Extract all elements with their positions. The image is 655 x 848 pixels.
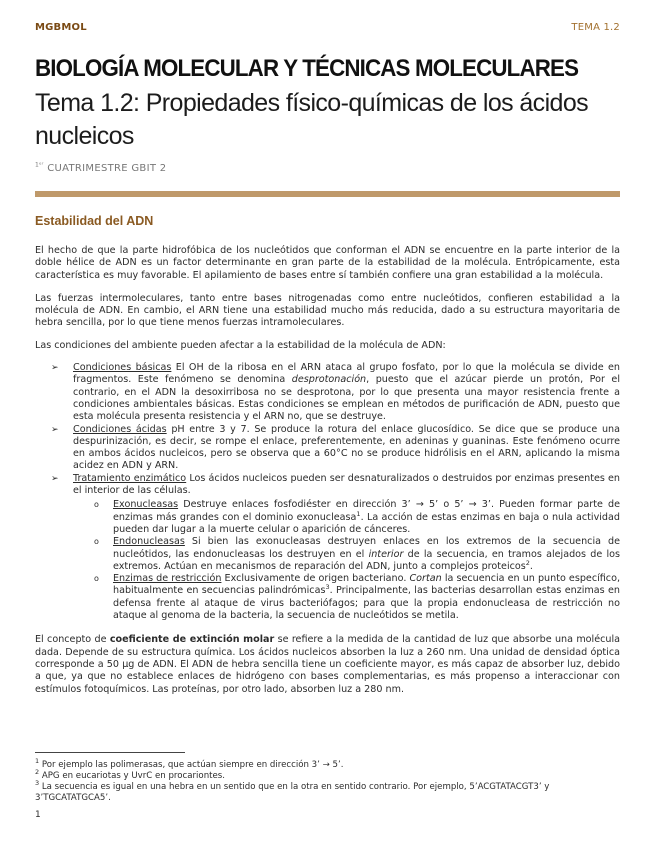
document-subtitle: Tema 1.2: Propiedades físico-químicas de los ácidos nucleicos xyxy=(35,89,589,150)
list-item-text: Los ácidos nucleicos pueden ser desnaturalizados o destruidos por enzimas presentes en el interior de las células. xyxy=(73,472,620,497)
course-code: MGBMOL xyxy=(35,22,87,33)
list-item-text: El OH de la ribosa en el ARN ataca al grupo fosfato, por lo que la molécula se divide en fragmentos. Este fenómeno se denomina xyxy=(73,362,620,386)
sublist-item-emphasis: interior xyxy=(368,548,404,560)
sublist-item-text: de la secuencia, en tramos alejados de los extremos. Actúan en mecanismos de reparación del ADN, junto a complejos proteicos xyxy=(113,548,621,572)
paragraph-3: Las condiciones del ambiente pueden afectar a la estabilidad de la molécula de ADN: xyxy=(35,339,446,351)
section-heading: Estabilidad del ADN xyxy=(35,214,154,228)
circle-bullet-icon: o xyxy=(94,500,99,510)
list-item-term: Condiciones ácidas xyxy=(73,423,167,435)
sublist-item-emphasis: Cortan xyxy=(409,573,442,585)
sublist-item-term: Exonucleasas xyxy=(113,499,179,511)
sublist-item-term: Enzimas de restricción xyxy=(113,573,222,585)
running-header xyxy=(35,22,620,33)
list-item-term: Tratamiento enzimático xyxy=(73,472,187,484)
list-item-term: Condiciones básicas xyxy=(73,362,172,374)
paragraph-2: Las fuerzas intermoleculares, tanto entre bases nitrogenadas como entre nucleótidos, confieren estabilidad a la molécula de ADN. En cambio, el ARN tiene una estabilidad mucho más reducida, dado a su estructura mayoritaria de hebra sencilla, por lo que tiene menos fuerzas intramoleculares. xyxy=(35,292,620,329)
sublist-item-text: Si bien las exonucleasas destruyen enlaces en los extremos de la secuencia de nucleótidos, las endonucleasas los destruyen en el xyxy=(113,536,620,560)
list-item xyxy=(51,472,621,623)
sublist-item-text: . La acción de estas enzimas en baja o nula actividad pueden dar lugar a la muerte celular o aparición de cánceres. xyxy=(113,511,620,535)
footnote-divider xyxy=(35,752,185,753)
sublist-item-text: Exclusivamente de origen bacteriano. xyxy=(221,573,410,585)
sublist-item-text: la secuencia en un punto específico, habitualmente en secuencias palindrómicas xyxy=(113,573,620,597)
conditions-list xyxy=(35,362,620,622)
semester-ordinal: 1ᵉʳ xyxy=(35,161,44,169)
footnote-text: APG en eucariotas y UvrC en procariontes. xyxy=(39,771,226,781)
footnote-text: Por ejemplo las polimerasas, que actúan siempre en dirección 3’ → 5’. xyxy=(39,760,344,770)
document-page xyxy=(35,22,620,696)
arrow-bullet-icon: ➢ xyxy=(51,473,59,484)
sublist-item xyxy=(94,573,620,622)
footnote xyxy=(35,779,620,804)
sublist-item xyxy=(94,499,620,536)
paragraph-text: El concepto de xyxy=(35,634,110,646)
footnote xyxy=(35,768,620,782)
document-title: BIOLOGÍA MOLECULAR Y TÉCNICAS MOLECULARES xyxy=(35,55,579,82)
circle-bullet-icon: o xyxy=(94,537,99,547)
arrow-bullet-icon: ➢ xyxy=(51,363,59,374)
circle-bullet-icon: o xyxy=(94,574,99,584)
key-term: coeficiente de extinción molar xyxy=(109,634,275,646)
paragraph-4 xyxy=(35,634,620,695)
enzymes-sublist xyxy=(73,499,620,622)
semester-line xyxy=(35,163,620,174)
footnote-ref[interactable]: 2 xyxy=(525,558,530,567)
title-divider xyxy=(35,191,620,197)
topic-label: TEMA 1.2 xyxy=(571,22,620,33)
sublist-item xyxy=(94,536,621,573)
semester-text: CUATRIMESTRE GBIT 2 xyxy=(43,163,167,174)
footnote-number: 3 xyxy=(35,779,40,788)
sublist-item-text: Destruye enlaces fosfodiéster en dirección 3’ → 5’ o 5’ → 3’. Pueden formar parte de enzimas más grandes con el dominio exonucleasa xyxy=(113,499,620,523)
list-item-text: , puesto que el azúcar pierde un protón, Por el contrario, en el ADN la desoxirribosa no se desprotona, por lo que presenta una mayor resistencia frente a condiciones ambientales básicas. Estas condiciones se emplean en métodos de purificación de ADN, puesto que esta molécula presenta resistencia y el ARN no, que se destruye. xyxy=(73,374,620,423)
sublist-item-text: . Principalmente, las bacterias desarrollan estas enzimas en defensa frente al ataque de virus bacteriófagos; para que la propia endonucleasa de restricción no ataque al genoma de la bacteria, la secuencia de nucleótidos se metila. xyxy=(113,585,620,622)
footnote-number: 2 xyxy=(35,768,40,777)
footnotes xyxy=(35,757,620,804)
page-number: 1 xyxy=(35,810,41,820)
sublist-item-text: . xyxy=(529,560,533,572)
footnote-number: 1 xyxy=(35,757,40,766)
footnote-ref[interactable]: 1 xyxy=(356,509,361,518)
paragraph-text: se refiere a la medida de la cantidad de luz que absorbe una molécula dada. Depende de su estructura química. Los ácidos nucleicos absorben la luz a 260 nm. Una unidad de densidad óptica corresponde a 50 µg de ADN. El ADN de hebra sencilla tiene un coeficiente mayor, es más capaz de absorber luz, debido a que, ya que no establece enlaces de hidrógeno con bases complementarias, es más propenso a interaccionar con estímulos fotoquímicos. Las proteínas, por otro lado, absorben luz a 280 nm. xyxy=(35,634,620,695)
list-item-emphasis: desprotonación xyxy=(291,374,367,386)
list-item xyxy=(51,362,620,423)
footnote-text: La secuencia es igual en una hebra en un sentido que en la otra en sentido contrario. Por ejemplo, 5’ACGTATACGT3’ y 3’TGCATATGCA5’. xyxy=(35,782,550,803)
footnote-ref[interactable]: 3 xyxy=(325,583,330,592)
arrow-bullet-icon: ➢ xyxy=(51,424,59,435)
list-item-text: pH entre 3 y 7. Se produce la rotura del enlace glucosídico. Se dice que se produce una despurinización, es decir, se rompe el enlace, preferentemente, en adeninas y guaninas. Este fenómeno ocurre en ambos ácidos nucleicos, pero se observa que a 60°C no se produce hidrólisis en el ARN, aplicando la misma acidez en ADN y ARN. xyxy=(73,423,620,472)
footnote xyxy=(35,757,620,771)
paragraph-1: El hecho de que la parte hidrofóbica de los nucleótidos que conforman el ADN se encuentre en la parte interior de la doble hélice de ADN es un factor determinante en gran parte de la estabilidad de la molécula. Entrópicamente, esta característica es muy favorable. El apilamiento de bases entre sí también confiere una gran estabilidad a la molécula. xyxy=(35,245,620,281)
list-item xyxy=(51,423,620,473)
sublist-item-term: Endonucleasas xyxy=(113,536,185,548)
